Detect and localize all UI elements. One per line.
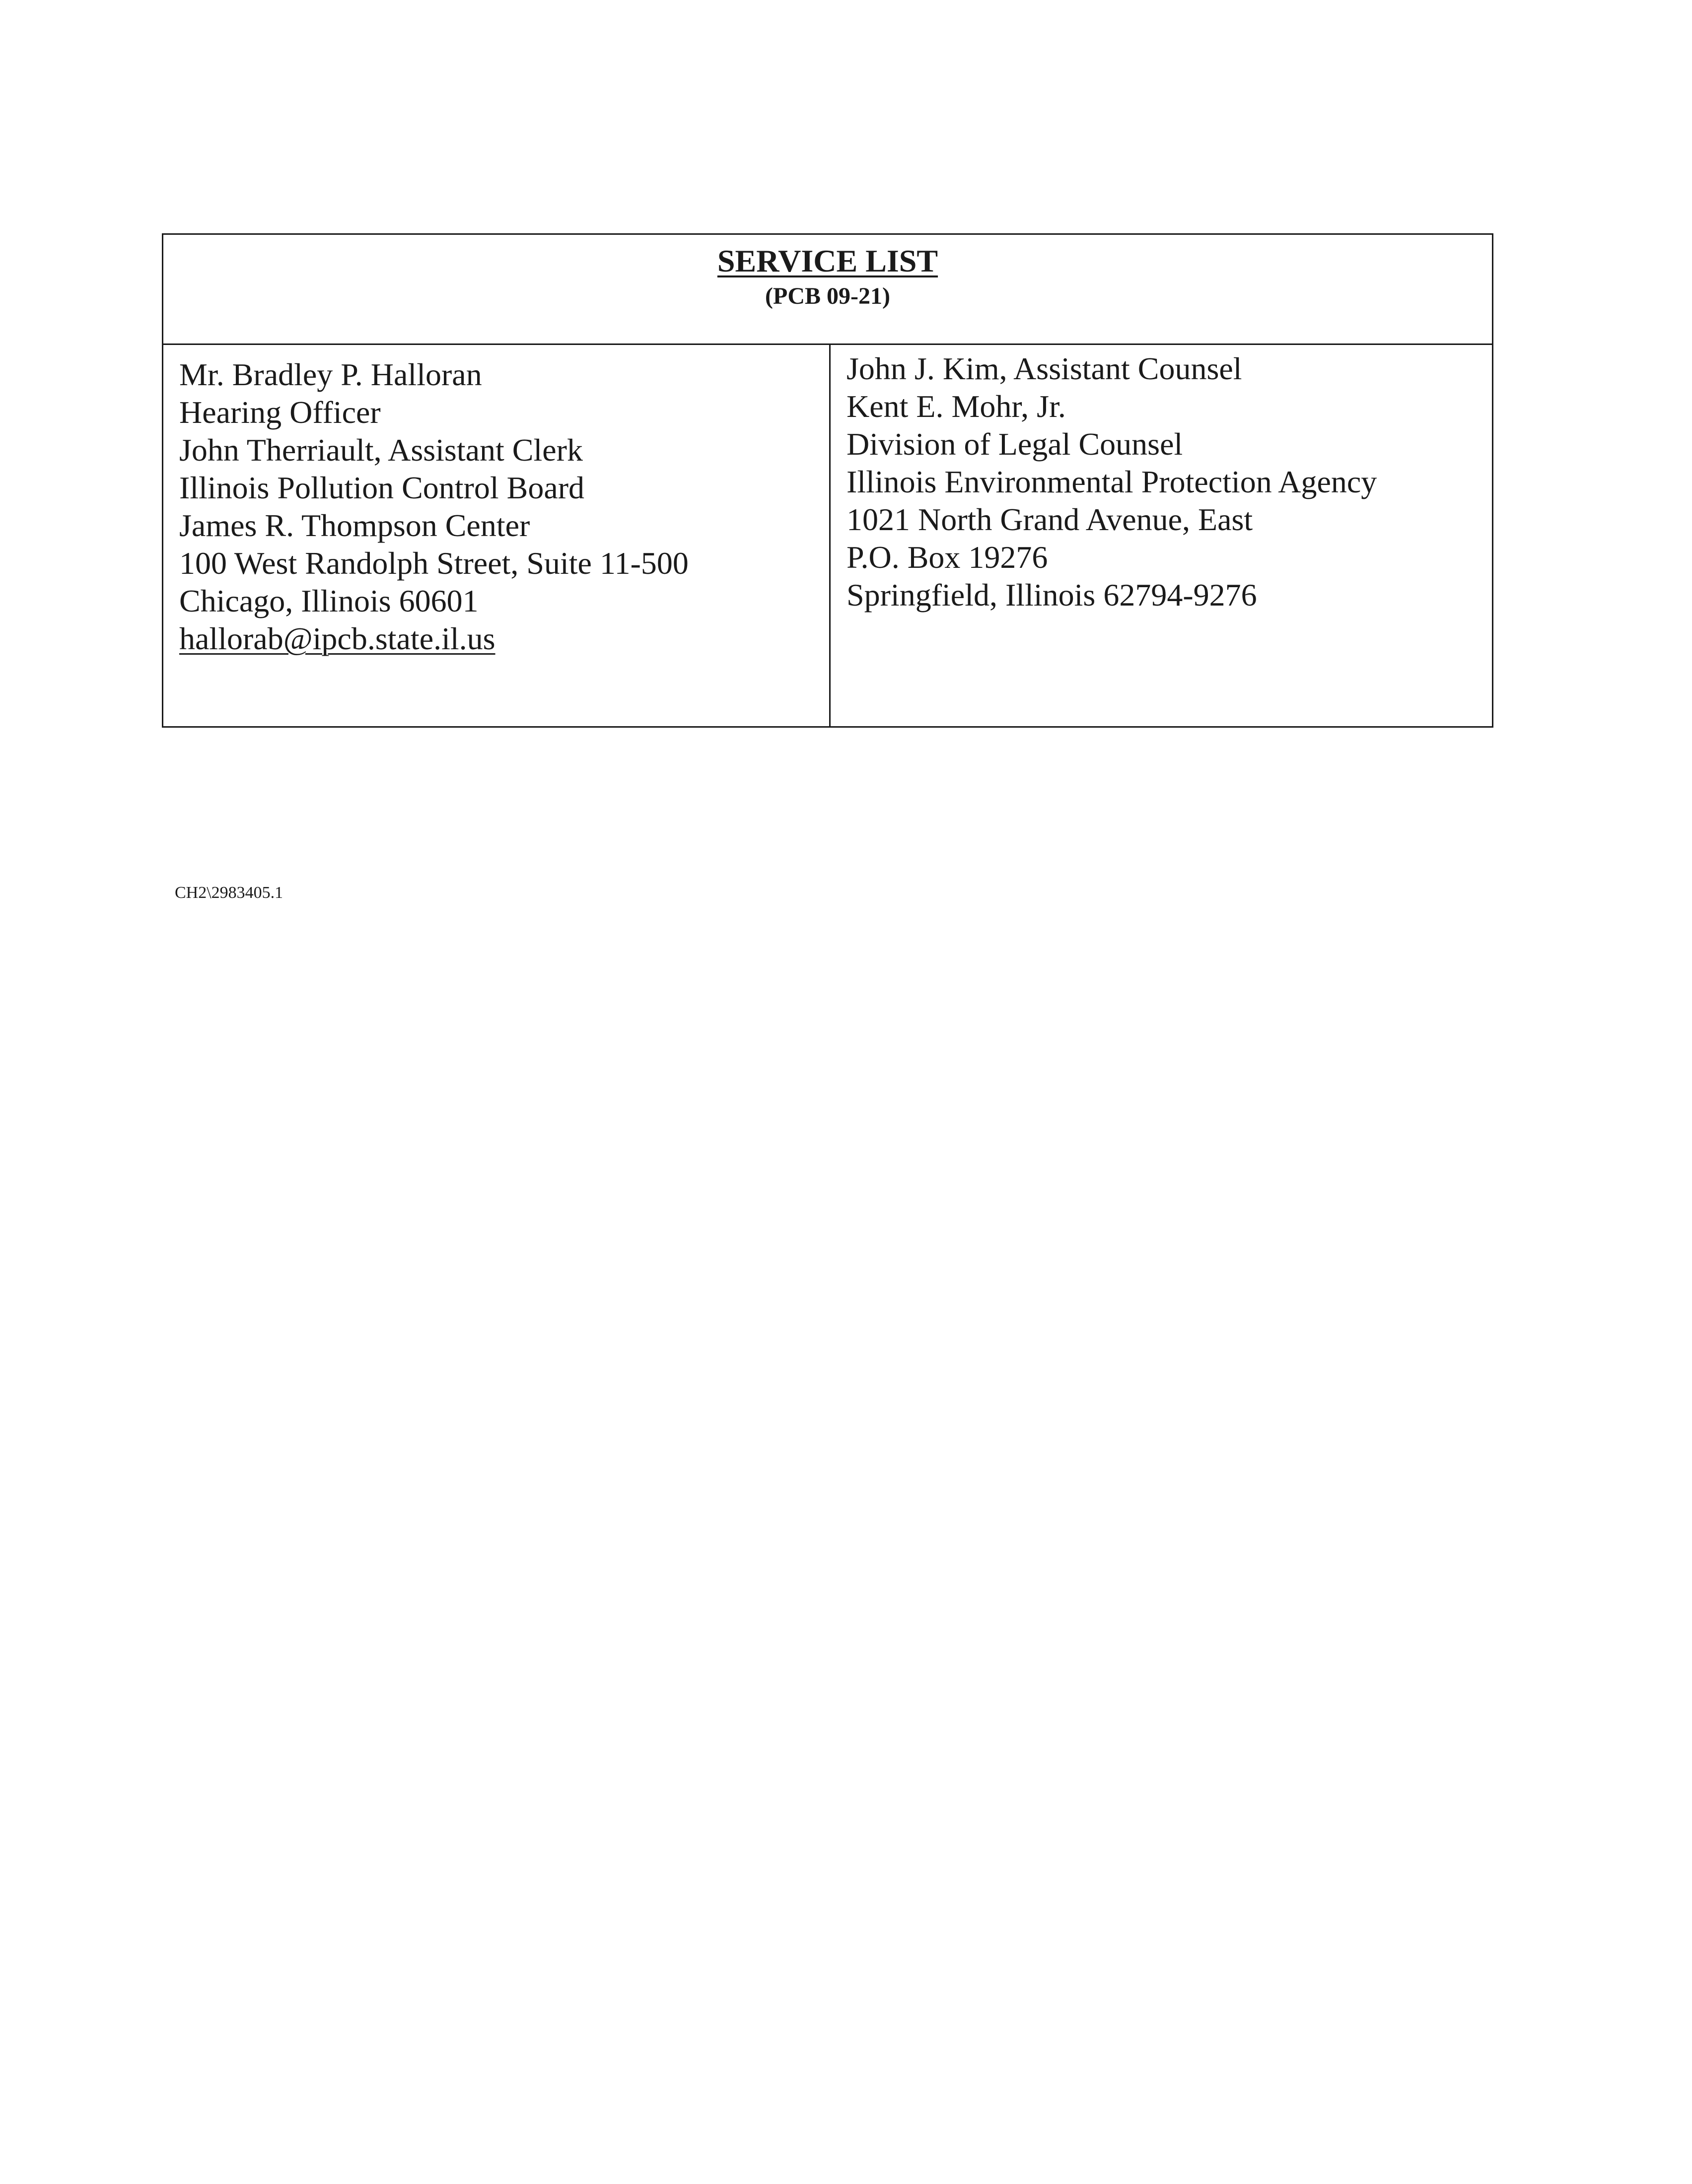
service-list-header (163, 235, 1492, 345)
service-list-table (162, 233, 1493, 728)
recipient-line: Mr. Bradley P. Halloran (179, 357, 482, 392)
recipient-line: 100 West Randolph Street, Suite 11-500 (179, 546, 689, 581)
recipient-line: Kent E. Mohr, Jr. (846, 389, 1066, 424)
recipient-line: Springfield, Illinois 62794-9276 (846, 577, 1257, 613)
recipient-line: John Therriault, Assistant Clerk (179, 432, 583, 468)
recipient-email-link[interactable]: hallorab@ipcb.state.il.us (179, 621, 495, 656)
recipient-line: Hearing Officer (179, 395, 381, 430)
recipient-line: Division of Legal Counsel (846, 426, 1183, 462)
case-number: (PCB 09-21) (765, 283, 890, 309)
recipient-line: Illinois Environmental Protection Agency (846, 464, 1377, 499)
recipient-line: 1021 North Grand Avenue, East (846, 502, 1253, 537)
recipient-line: Chicago, Illinois 60601 (179, 583, 479, 618)
right-recipient-block (831, 345, 1492, 726)
document-reference-code: CH2\2983405.1 (175, 884, 283, 902)
left-recipient-block (163, 345, 831, 726)
service-list-title: SERVICE LIST (717, 243, 938, 278)
recipient-line: P.O. Box 19276 (846, 540, 1048, 575)
recipient-line: John J. Kim, Assistant Counsel (846, 351, 1242, 386)
recipient-line: Illinois Pollution Control Board (179, 470, 585, 505)
recipient-line: James R. Thompson Center (179, 508, 530, 543)
